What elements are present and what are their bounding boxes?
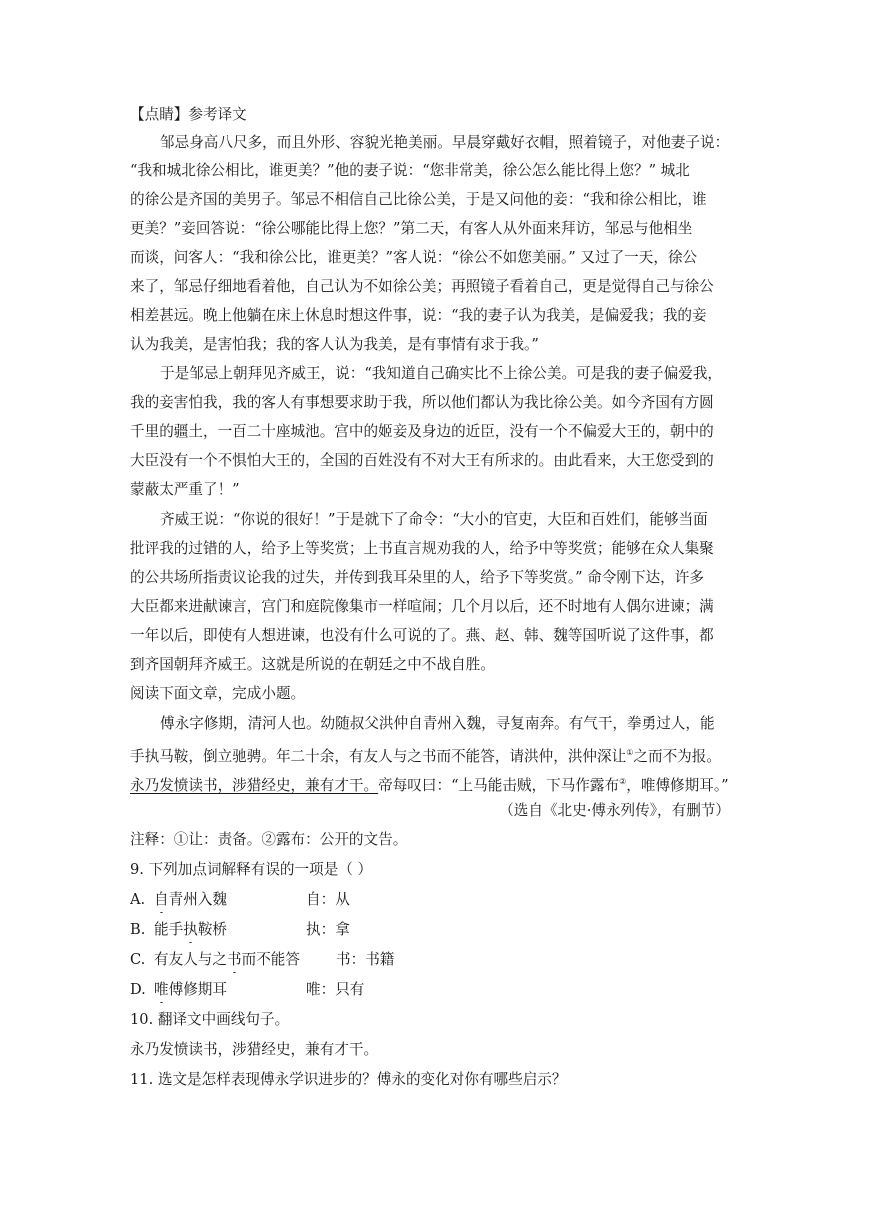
translation-line: 我的妾害怕我，我的客人有事想要求助于我，所以他们都认为我比徐公美。如今齐国有方圆 [130, 394, 714, 411]
section-heading: 【点睛】参考译文 [130, 106, 247, 123]
sentence-to-translate: 永乃发愤读书，涉猎经史，兼有才干。 [130, 1041, 379, 1058]
translation-line: 来了，邹忌仔细地看着他，自己认为不如徐公美；再照镜子看着自己，更是觉得自己与徐公 [130, 278, 714, 295]
passage-text: ，唯傅修期耳。” [626, 777, 729, 794]
option-phrase [154, 917, 306, 943]
option-label: C. [130, 951, 146, 968]
option-text-after: 而不能答 [241, 951, 300, 968]
option-label: D. [130, 981, 146, 998]
translation-line: 千里的疆土，一百二十座城池。宫中的姬妾及身边的近臣，没有一个不偏爱大王的，朝中的 [130, 423, 714, 440]
passage-line [130, 740, 740, 766]
option-phrase [154, 977, 306, 1003]
translation-line: 一年以后，即使有人想进谏，也没有什么可说的了。燕、赵、韩、魏等国听说了这件事，都 [130, 627, 714, 644]
annotation-notes: 注释：①让：责备。②露布：公开的文告。 [130, 831, 408, 848]
option-c [130, 947, 740, 973]
reading-instruction: 阅读下面文章，完成小题。 [130, 685, 306, 702]
underlined-sentence: 永乃发愤读书，涉猎经史，兼有才干。 [130, 777, 379, 794]
translation-line: 的徐公是齐国的美男子。邹忌不相信自己比徐公美，于是又问他的妾：“我和徐公相比，谁 [130, 191, 707, 208]
option-a [130, 887, 740, 913]
option-label: A. [130, 891, 146, 908]
passage-line: 傅永字修期，清河人也。幼随叔父洪仲自青州入魏，寻复南奔。有气干，拳勇过人，能 [160, 715, 715, 732]
option-text-before: 能手 [154, 921, 184, 938]
option-gloss: 唯：只有 [306, 981, 365, 998]
translation-line: 认为我美，是害怕我；我的客人认为我美，是有事情有求于我。” [130, 336, 539, 353]
question-stem: 9. 下列加点词解释有误的一项是（ ） [130, 861, 373, 878]
translation-line: 邹忌身高八尺多，而且外形、容貌光艳美丽。早晨穿戴好衣帽，照着镜子，对他妻子说： [160, 134, 730, 151]
translation-line: 齐威王说：“你说的很好！”于是就下了命令：“大小的官吏，大臣和百姓们，能够当面 [160, 511, 708, 528]
option-text-after: 青州入魏 [168, 891, 227, 908]
passage-text: 手执马鞍，倒立驰骋。年二十余，有友人与之书而不能答，请洪仲，洪仲深让 [130, 748, 627, 765]
option-gloss: 自：从 [306, 891, 350, 908]
dotted-character: 执 [183, 917, 198, 943]
option-label: B. [130, 921, 146, 938]
translation-line: “我和城北徐公相比，谁更美？”他的妻子说：“您非常美，徐公怎么能比得上您？” 城北 [130, 162, 690, 179]
translation-line: 大臣没有一个不惧怕大王的，全国的百姓没有不对大王有所求的。由此看来，大王您受到的 [130, 452, 714, 469]
option-b [130, 917, 740, 943]
translation-line: 于是邹忌上朝拜见齐威王，说：“我知道自己确实比不上徐公美。可是我的妻子偏爱我， [160, 365, 723, 382]
dotted-character: 书 [227, 947, 242, 973]
translation-line: 批评我的过错的人，给予上等奖赏；上书直言规劝我的人，给予中等奖赏；能够在众人集聚 [130, 540, 714, 557]
passage-text: 帝每叹曰：“上马能击贼，下马作露布 [378, 777, 620, 794]
dotted-character: 自 [154, 887, 169, 913]
question-stem: 11. 选文是怎样表现傅永学识进步的？傅永的变化对你有哪些启示？ [130, 1071, 567, 1088]
dotted-character: 唯 [154, 977, 169, 1003]
option-phrase [154, 887, 306, 913]
translation-line: 相差甚远。晚上他躺在床上休息时想这件事，说：“我的妻子认为我美，是偏爱我；我的妾 [130, 307, 707, 324]
option-phrase [154, 947, 336, 973]
translation-line: 的公共场所指责议论我的过失，并传到我耳朵里的人，给予下等奖赏。” 命令刚下达，许多 [130, 569, 704, 586]
translation-line: 而谈，问客人：“我和徐公比，谁更美？”客人说：“徐公不如您美丽。” 又过了一天，徐公 [130, 249, 698, 266]
passage-line [130, 769, 740, 795]
passage-source: （选自《北史·傅永列传》，有删节） [499, 802, 730, 819]
translation-line: 大臣都来进献谏言，宫门和庭院像集市一样喧闹；几个月以后，还不时地有人偶尔进谏；满 [130, 598, 714, 615]
option-gloss: 书：书籍 [336, 951, 395, 968]
translation-line: 更美？”妾回答说：“徐公哪能比得上您？”第二天，有客人从外面来拜访，邹忌与他相坐 [130, 220, 693, 237]
option-gloss: 执：拿 [306, 921, 350, 938]
footnote-marker: ② [619, 777, 627, 786]
translation-line: 蒙蔽太严重了！” [130, 481, 240, 498]
passage-text: 之而不为报。 [633, 748, 721, 765]
option-d [130, 977, 740, 1003]
translation-line: 到齐国朝拜齐威王。这就是所说的在朝廷之中不战自胜。 [130, 656, 495, 673]
question-stem: 10. 翻译文中画线句子。 [130, 1011, 290, 1028]
option-text-after: 鞍桥 [197, 921, 228, 938]
option-text-before: 有友人与之 [154, 951, 227, 968]
footnote-marker: ① [626, 748, 634, 757]
option-text-after: 傅修期耳 [168, 981, 227, 998]
